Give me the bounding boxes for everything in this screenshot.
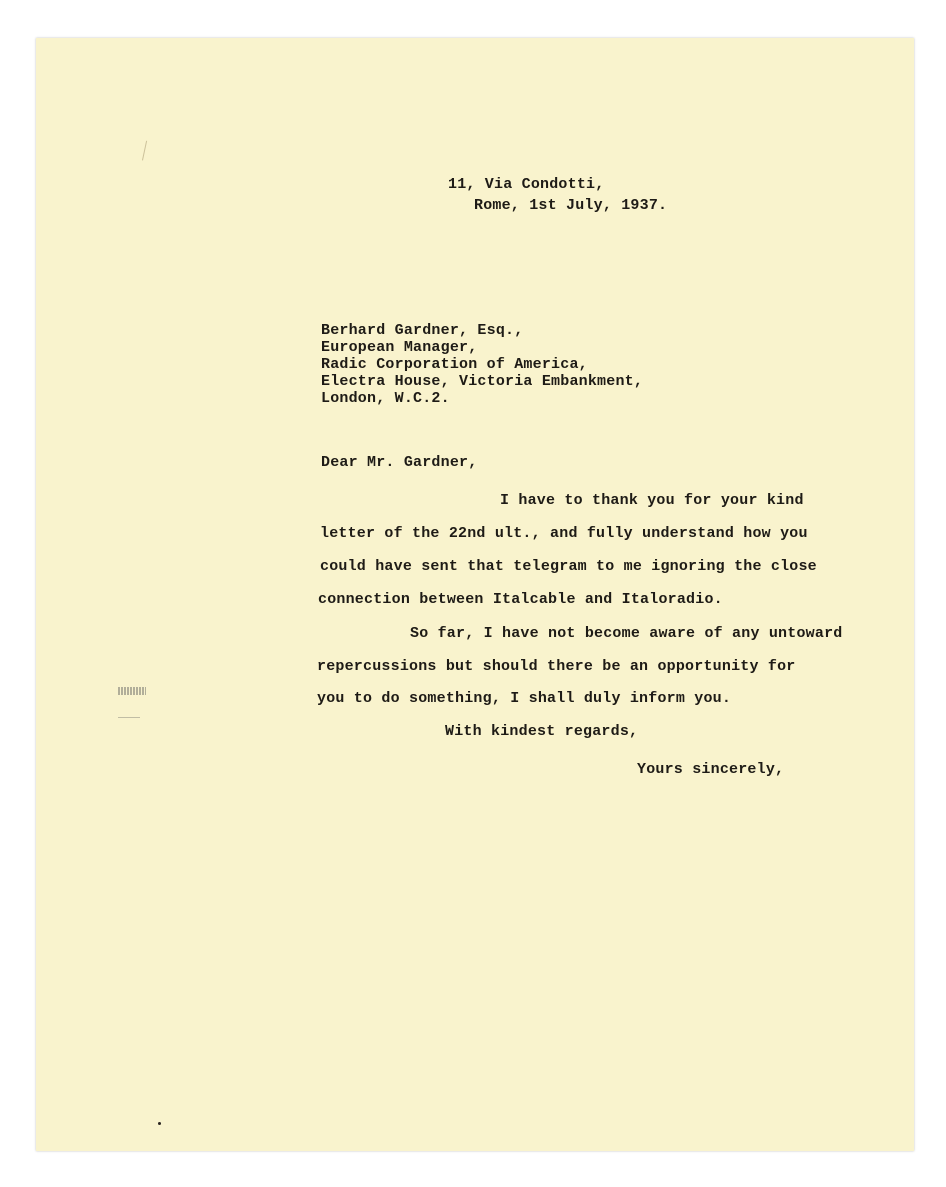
recipient-name: Berhard Gardner, Esq., bbox=[321, 322, 524, 339]
salutation: Dear Mr. Gardner, bbox=[321, 454, 478, 471]
recipient-street: Electra House, Victoria Embankment, bbox=[321, 373, 644, 390]
sender-address-line1: 11, Via Condotti, bbox=[448, 176, 605, 193]
paper-crease bbox=[142, 141, 151, 162]
recipient-title: European Manager, bbox=[321, 339, 478, 356]
letter-date: Rome, 1st July, 1937. bbox=[474, 197, 668, 214]
recipient-company: Radic Corporation of America, bbox=[321, 356, 588, 373]
body-line: you to do something, I shall duly inform you. bbox=[317, 690, 732, 707]
closing-line: Yours sincerely, bbox=[637, 761, 785, 778]
margin-mark bbox=[118, 687, 146, 695]
body-line: connection between Italcable and Italoradio. bbox=[318, 591, 723, 608]
recipient-city: London, W.C.2. bbox=[321, 390, 450, 407]
body-line: could have sent that telegram to me ignoring the close bbox=[320, 558, 817, 575]
ink-speck bbox=[158, 1122, 161, 1125]
margin-line bbox=[118, 717, 140, 718]
letter-sheet bbox=[36, 38, 914, 1151]
body-line: So far, I have not become aware of any untoward bbox=[410, 625, 843, 642]
body-line: letter of the 22nd ult., and fully understand how you bbox=[320, 525, 808, 542]
regards-line: With kindest regards, bbox=[445, 723, 639, 740]
body-line: repercussions but should there be an opportunity for bbox=[317, 658, 796, 675]
body-line: I have to thank you for your kind bbox=[500, 492, 804, 509]
